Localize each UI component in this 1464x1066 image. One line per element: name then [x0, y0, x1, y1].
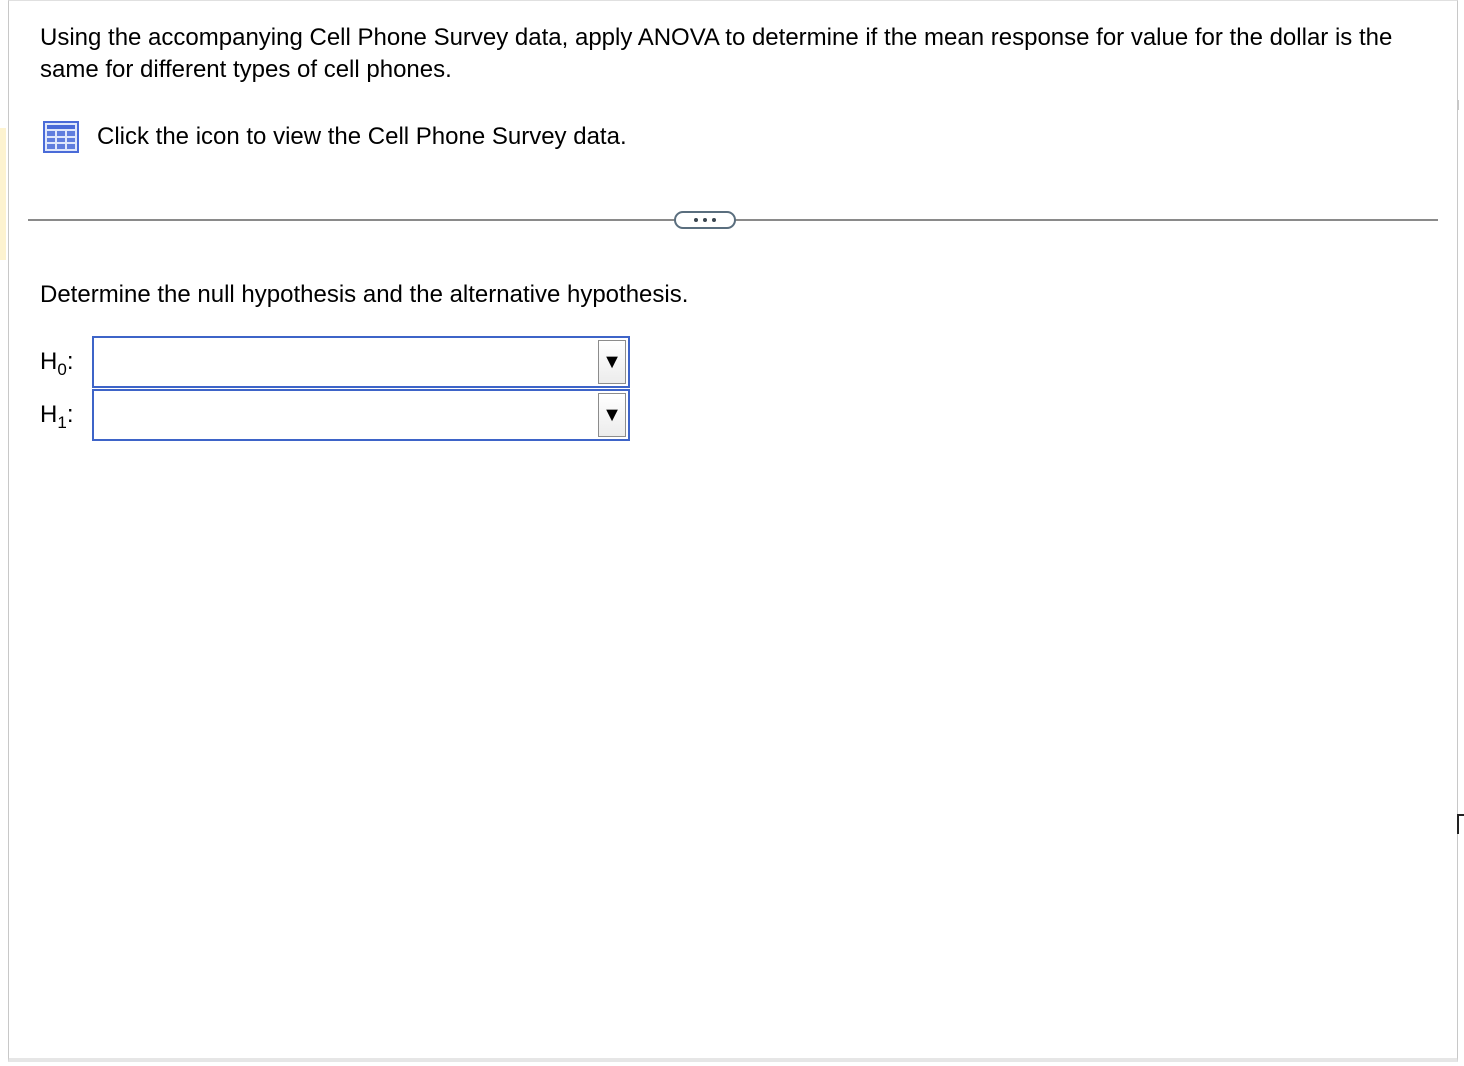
expand-more-button[interactable]: [674, 211, 736, 229]
alternative-hypothesis-row: [40, 389, 630, 441]
resize-handle[interactable]: [1456, 810, 1464, 834]
null-hypothesis-row: [40, 336, 630, 388]
null-hypothesis-label: $H_0$:: [40, 348, 74, 379]
ellipsis-icon: [694, 218, 698, 222]
alternative-hypothesis-label: $H_1$:: [40, 401, 74, 432]
alternative-hypothesis-select[interactable]: [92, 389, 630, 441]
null-hypothesis-select[interactable]: [92, 336, 630, 388]
instruction-text: Determine the null hypothesis and the alternative hypothesis.: [40, 281, 689, 308]
survey-data-link[interactable]: [43, 120, 627, 154]
spreadsheet-grid-icon[interactable]: [43, 121, 79, 153]
left-highlight-bar: [0, 128, 6, 260]
chevron-down-icon[interactable]: ▼: [598, 393, 626, 437]
survey-data-link-label: Click the icon to view the Cell Phone Survey data.: [97, 123, 627, 150]
chevron-down-icon[interactable]: ▼: [598, 340, 626, 384]
right-edge-mark: [1458, 100, 1464, 110]
question-text: Using the accompanying Cell Phone Survey data, apply ANOVA to determine if the mean response for value for the dollar is the same for different types of cell phones.: [40, 24, 1393, 83]
question-panel: [8, 0, 1458, 1062]
